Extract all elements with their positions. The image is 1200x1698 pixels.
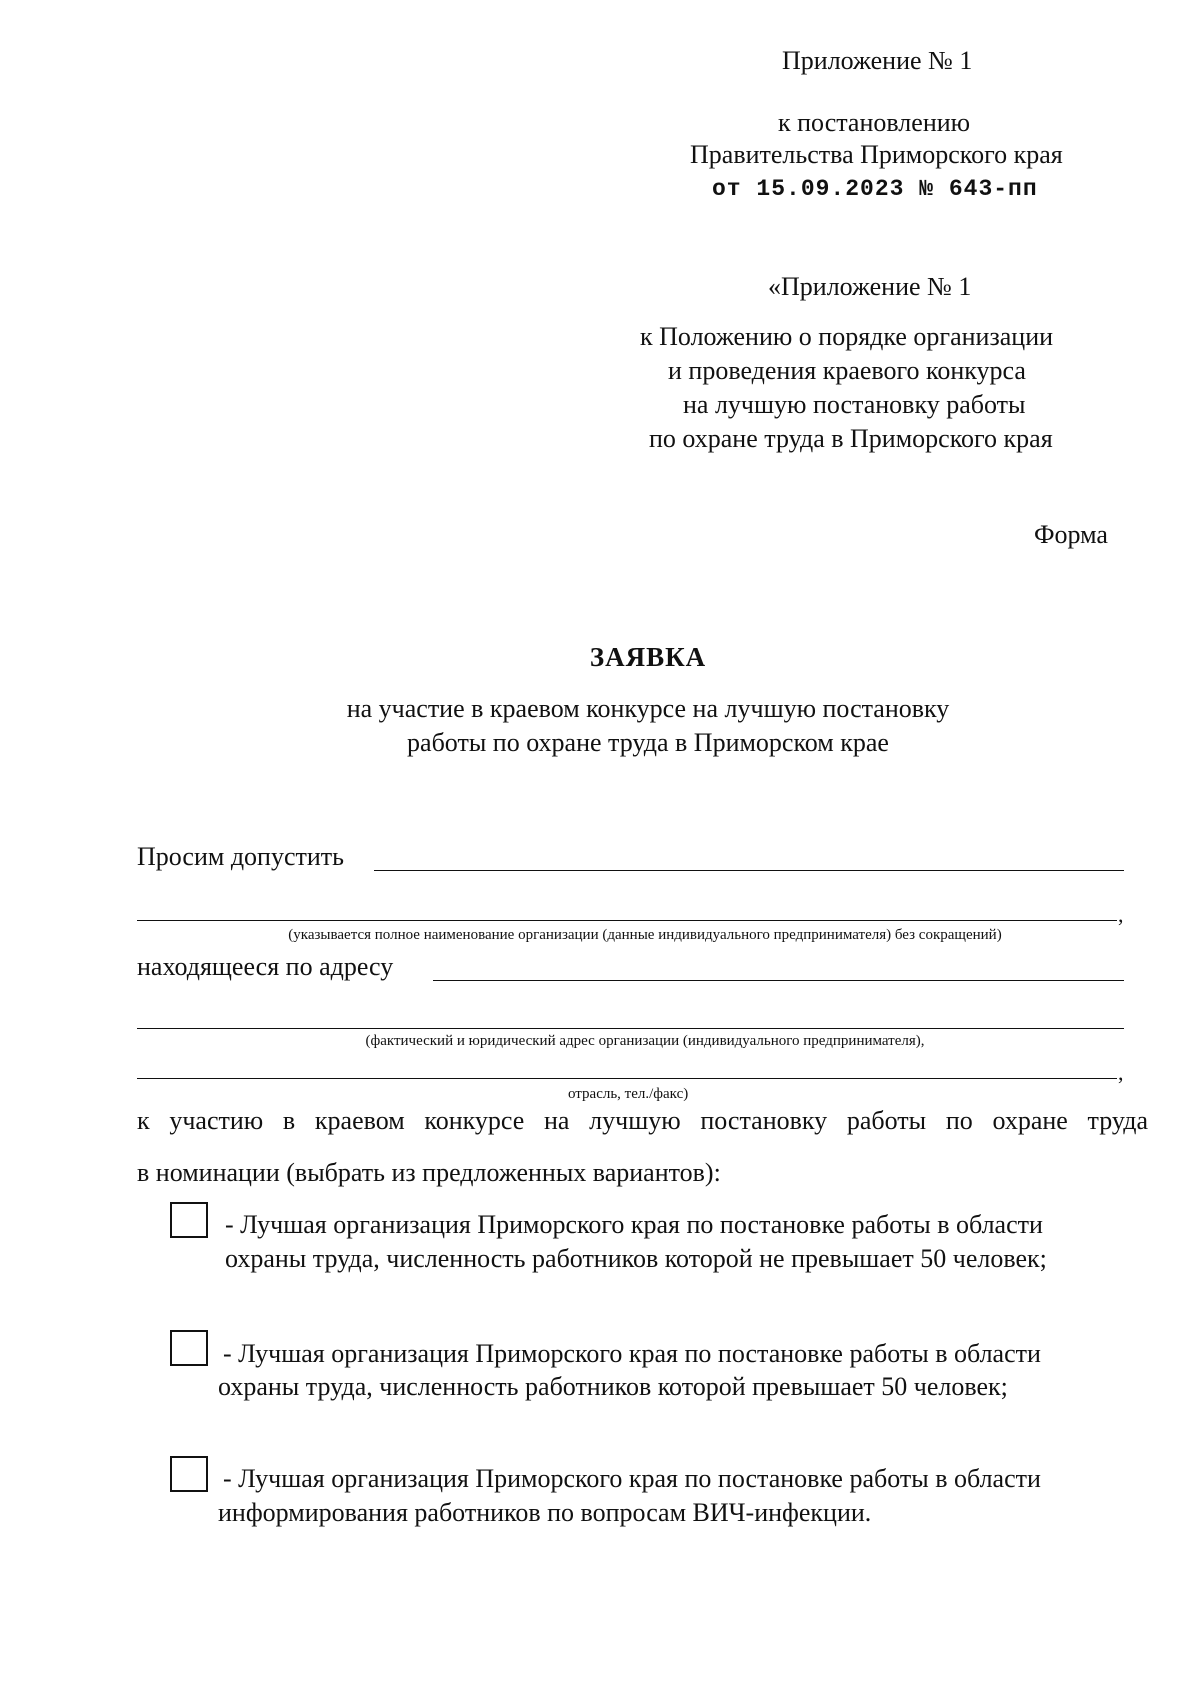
- industry-line[interactable]: [137, 1078, 1117, 1079]
- address-hint: (фактический и юридический адрес организации (индивидуального предпринимателя),: [365, 1033, 925, 1049]
- sub-line-4: по охране труда в Приморского края: [649, 424, 1053, 453]
- nomination-2-line-1: - Лучшая организация Приморского края по постановке работы в области: [223, 1339, 1041, 1368]
- admit-label: Просим допустить: [137, 842, 345, 871]
- comma: ,: [1118, 902, 1124, 927]
- application-subtitle-2: работы по охране труда в Приморском крае: [407, 728, 889, 757]
- resolution-line-3: от 15.09.2023 № 643-пп: [712, 176, 1038, 202]
- address-line-2[interactable]: [137, 1028, 1124, 1029]
- org-name-line-1[interactable]: [374, 870, 1124, 871]
- application-subtitle-1: на участие в краевом конкурсе на лучшую постановку: [346, 694, 950, 723]
- nomination-1-line-2: охраны труда, численность работников которой не превышает 50 человек;: [225, 1244, 1047, 1273]
- form-label: Форма: [1034, 520, 1108, 549]
- sub-appendix-title: «Приложение № 1: [768, 272, 972, 301]
- participation-line-2: в номинации (выбрать из предложенных вариантов):: [137, 1158, 721, 1187]
- appendix-title: Приложение № 1: [782, 46, 973, 75]
- industry-hint: отрасль, тел./факс): [568, 1086, 689, 1102]
- org-name-hint: (указывается полное наименование организации (данные индивидуального предпринимателя) без сокращений): [288, 927, 1002, 943]
- comma-2: ,: [1118, 1060, 1124, 1085]
- resolution-line-1: к постановлению: [778, 108, 971, 137]
- resolution-line-2: Правительства Приморского края: [690, 140, 1063, 169]
- address-label: находящееся по адресу: [137, 952, 394, 981]
- sub-line-1: к Положению о порядке организации: [640, 322, 1054, 351]
- nomination-2-line-2: охраны труда, численность работников которой превышает 50 человек;: [218, 1372, 1008, 1401]
- address-line-1[interactable]: [433, 980, 1124, 981]
- org-name-line-2[interactable]: [137, 920, 1117, 921]
- nomination-2-checkbox[interactable]: [170, 1330, 208, 1366]
- participation-line-1: к участию в краевом конкурсе на лучшую постановку работы по охране труда: [137, 1106, 1148, 1135]
- nomination-1-line-1: - Лучшая организация Приморского края по постановке работы в области: [225, 1210, 1043, 1239]
- nomination-3-line-2: информирования работников по вопросам ВИЧ-инфекции.: [218, 1498, 872, 1527]
- nomination-1-checkbox[interactable]: [170, 1202, 208, 1238]
- nomination-3-line-1: - Лучшая организация Приморского края по постановке работы в области: [223, 1464, 1041, 1493]
- application-title: ЗАЯВКА: [589, 642, 707, 672]
- sub-line-2: и проведения краевого конкурса: [668, 356, 1026, 385]
- nomination-3-checkbox[interactable]: [170, 1456, 208, 1492]
- sub-line-3: на лучшую постановку работы: [683, 390, 1026, 419]
